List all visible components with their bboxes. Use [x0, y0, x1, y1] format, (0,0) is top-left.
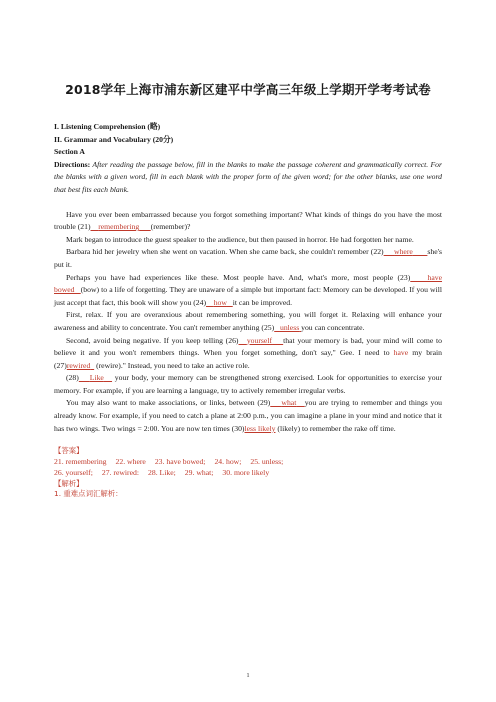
paragraph-7 — [54, 372, 442, 397]
answer-header: 【答案】 — [54, 446, 84, 456]
answer-30: less likely — [244, 423, 276, 433]
paragraph-1 — [54, 209, 442, 234]
blank-21 — [91, 222, 151, 231]
answer-item: 23. have bowed; — [154, 457, 206, 467]
answer-26: yourself — [246, 335, 273, 345]
section-a-heading: Section A — [54, 147, 85, 157]
paragraph-2: Mark began to introduce the guest speaker to the audience, but then paused in horror. He had forgotten her name. — [66, 234, 414, 244]
answer-item: 26. yourself; — [54, 467, 93, 477]
answer-item: 28. Like; — [148, 467, 176, 477]
text: your body, your memory can be strengthened strong exercised. Look for opportunities to exercise your memory. For example, if you are learning a language, try to actively remember irregular verbs. — [54, 373, 443, 395]
text: You may also want to make associations, or links, between (29) — [66, 398, 271, 408]
text: (likely) to remember the rake off time. — [277, 423, 396, 433]
paragraph-5 — [54, 309, 442, 334]
text: that your memory is bad, your mind will come to believe it and you won't remembers things. When you forget something, don't say," Gee. I need to — [54, 335, 442, 358]
directions-label: Directions: — [54, 159, 91, 169]
blank-27 — [67, 361, 94, 370]
text: Barbara hid her jewelry when she went on vacation. When she came back, she couldn't remember (22) — [66, 247, 384, 257]
answer-24: how — [213, 297, 227, 307]
text: she's put it. — [54, 247, 443, 269]
text: Have you ever been embarrassed because you forgot something important? What kinds of things do you have the most trouble (21) — [54, 209, 442, 232]
paragraph-3 — [54, 246, 442, 271]
answer-23: have bowed — [54, 272, 443, 295]
answer-item: 22. where — [115, 457, 146, 467]
answer-item: 21. remembering — [54, 457, 107, 467]
text: (28) — [66, 373, 79, 383]
analysis-header: 【解析】 — [54, 478, 84, 488]
blank-28 — [79, 373, 112, 382]
blank-26 — [239, 336, 284, 345]
section-listening: I. Listening Comprehension (略) — [54, 122, 161, 131]
text: First, relax. If you are overanxious about remembering something, you will forget it. Relaxing will enhance your awareness and ability to concentrate. You can't remember anything (25) — [54, 310, 442, 332]
answer-25: unless — [279, 322, 300, 332]
paragraph-8 — [54, 397, 442, 435]
text: you are trying to remember and things you already know. For example, if you need to catch a plane at 2:00 p.m., you can imagine a plane in your mind and notice that it has two wings. Two wings = 2:00. You are now ten times (30) — [54, 398, 443, 433]
answer-item: 27. rewired: — [101, 467, 140, 477]
answer-row-1 — [54, 457, 442, 468]
answer-item: 25. unless; — [250, 457, 284, 467]
answer-21: remembering — [98, 222, 140, 232]
answer-29: what — [281, 398, 297, 408]
answer-28: Like — [89, 373, 104, 383]
text: Perhaps you have had experiences like these. Most people have. And, what's more, most people (23) — [66, 272, 411, 282]
paragraph-6 — [54, 335, 442, 373]
text-have: have — [393, 348, 409, 358]
answer-22: where — [394, 247, 413, 257]
blank-30 — [245, 424, 276, 433]
text: Second, avoid being negative. If you keep telling (26) — [66, 335, 239, 345]
text: (rewire)." Instead, you need to take an active role. — [96, 360, 250, 370]
analysis-line: 1. 重难点词汇解析： — [54, 489, 123, 499]
answer-27: rewired — [66, 360, 91, 370]
directions — [54, 159, 442, 197]
answer-item: 30. more likely — [222, 467, 270, 477]
blank-29 — [270, 398, 304, 407]
text: it can be improved. — [232, 297, 293, 307]
blank-22 — [384, 247, 428, 256]
directions-text: After reading the passage below, fill in the blanks to make the passage coherent and grammatically correct. For the blanks with a given word, fill in each blank with the proper form of the given word; for the other blanks, use one word that best fits each blank. — [54, 159, 443, 194]
text: (remember)? — [150, 222, 191, 232]
answer-row-2 — [54, 468, 442, 479]
answer-item: 29. what; — [184, 467, 214, 477]
page-title: 2018学年上海市浦东新区建平中学高三年级上学期开学考考试卷 — [65, 82, 431, 97]
text: you can concentrate. — [301, 322, 365, 332]
text: (bow) to a life of forgetting. They are unaware of a simple but important fact: Memory can be developed. If you will just accept that fact, this book will show you (24) — [54, 285, 442, 307]
section-grammar: II. Grammar and Vocabulary (20分) — [54, 134, 174, 144]
text: my brain (27) — [54, 348, 443, 370]
document-content — [54, 121, 442, 500]
answer-item: 24. how; — [214, 457, 242, 467]
answer-key — [54, 446, 442, 500]
page-number: 1 — [246, 672, 250, 679]
blank-25 — [274, 323, 301, 332]
paragraph-4 — [54, 272, 442, 310]
blank-24 — [206, 298, 233, 307]
